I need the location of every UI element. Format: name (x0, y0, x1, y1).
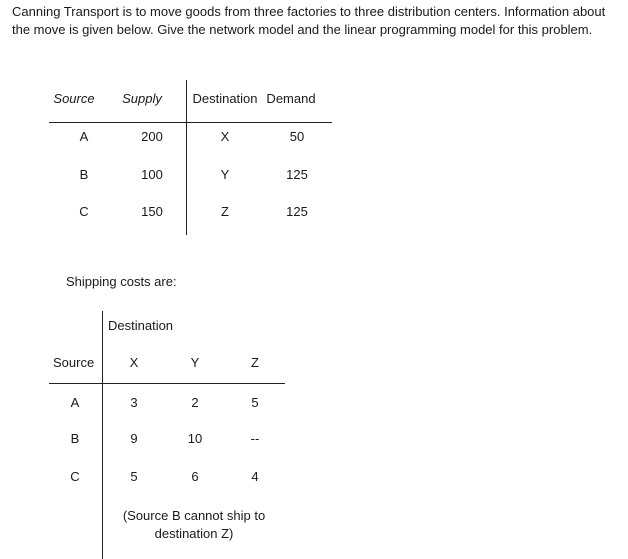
supply-table-divider (186, 80, 187, 235)
row-source: A (79, 129, 89, 144)
row-destination: Z (221, 204, 229, 219)
row-source: B (79, 167, 89, 182)
supply-table-header-rule (49, 122, 332, 123)
problem-statement: Canning Transport is to move goods from three factories to three distribution centers. Information about the move is given below. Give the network model and the linear programming model for this problem. (12, 4, 606, 37)
row-source: C (79, 204, 89, 219)
row-destination: Y (220, 167, 230, 182)
cost-cell: 10 (187, 431, 203, 446)
header-destination: Destination (108, 318, 174, 333)
cost-cell: 4 (251, 469, 259, 484)
row-destination: X (220, 129, 230, 144)
header-destination: Destination (192, 91, 258, 106)
row-demand: 50 (289, 129, 305, 144)
header-supply: Supply (122, 91, 162, 106)
row-supply: 150 (141, 204, 163, 219)
shipping-note: (Source B cannot ship to destination Z) (122, 508, 266, 541)
header-source: Source (53, 91, 95, 106)
row-demand: 125 (286, 167, 308, 182)
column-header-z: Z (251, 355, 259, 370)
header-source: Source (53, 355, 95, 370)
header-demand: Demand (266, 91, 316, 106)
cost-cell: 3 (130, 395, 138, 410)
column-header-x: X (129, 355, 139, 370)
row-source: B (70, 431, 80, 446)
cost-cell: 9 (130, 431, 138, 446)
cost-cell: 2 (191, 395, 199, 410)
row-source: A (70, 395, 80, 410)
row-source: C (70, 469, 80, 484)
row-supply: 200 (141, 129, 163, 144)
cost-cell: 5 (130, 469, 138, 484)
shipping-table-header-rule (49, 383, 285, 384)
cost-cell: 5 (251, 395, 259, 410)
shipping-table-divider (102, 311, 103, 559)
row-supply: 100 (141, 167, 163, 182)
column-header-y: Y (190, 355, 200, 370)
cost-cell: 6 (191, 469, 199, 484)
shipping-costs-label: Shipping costs are: (66, 274, 177, 289)
cost-cell: -- (250, 431, 260, 446)
row-demand: 125 (286, 204, 308, 219)
